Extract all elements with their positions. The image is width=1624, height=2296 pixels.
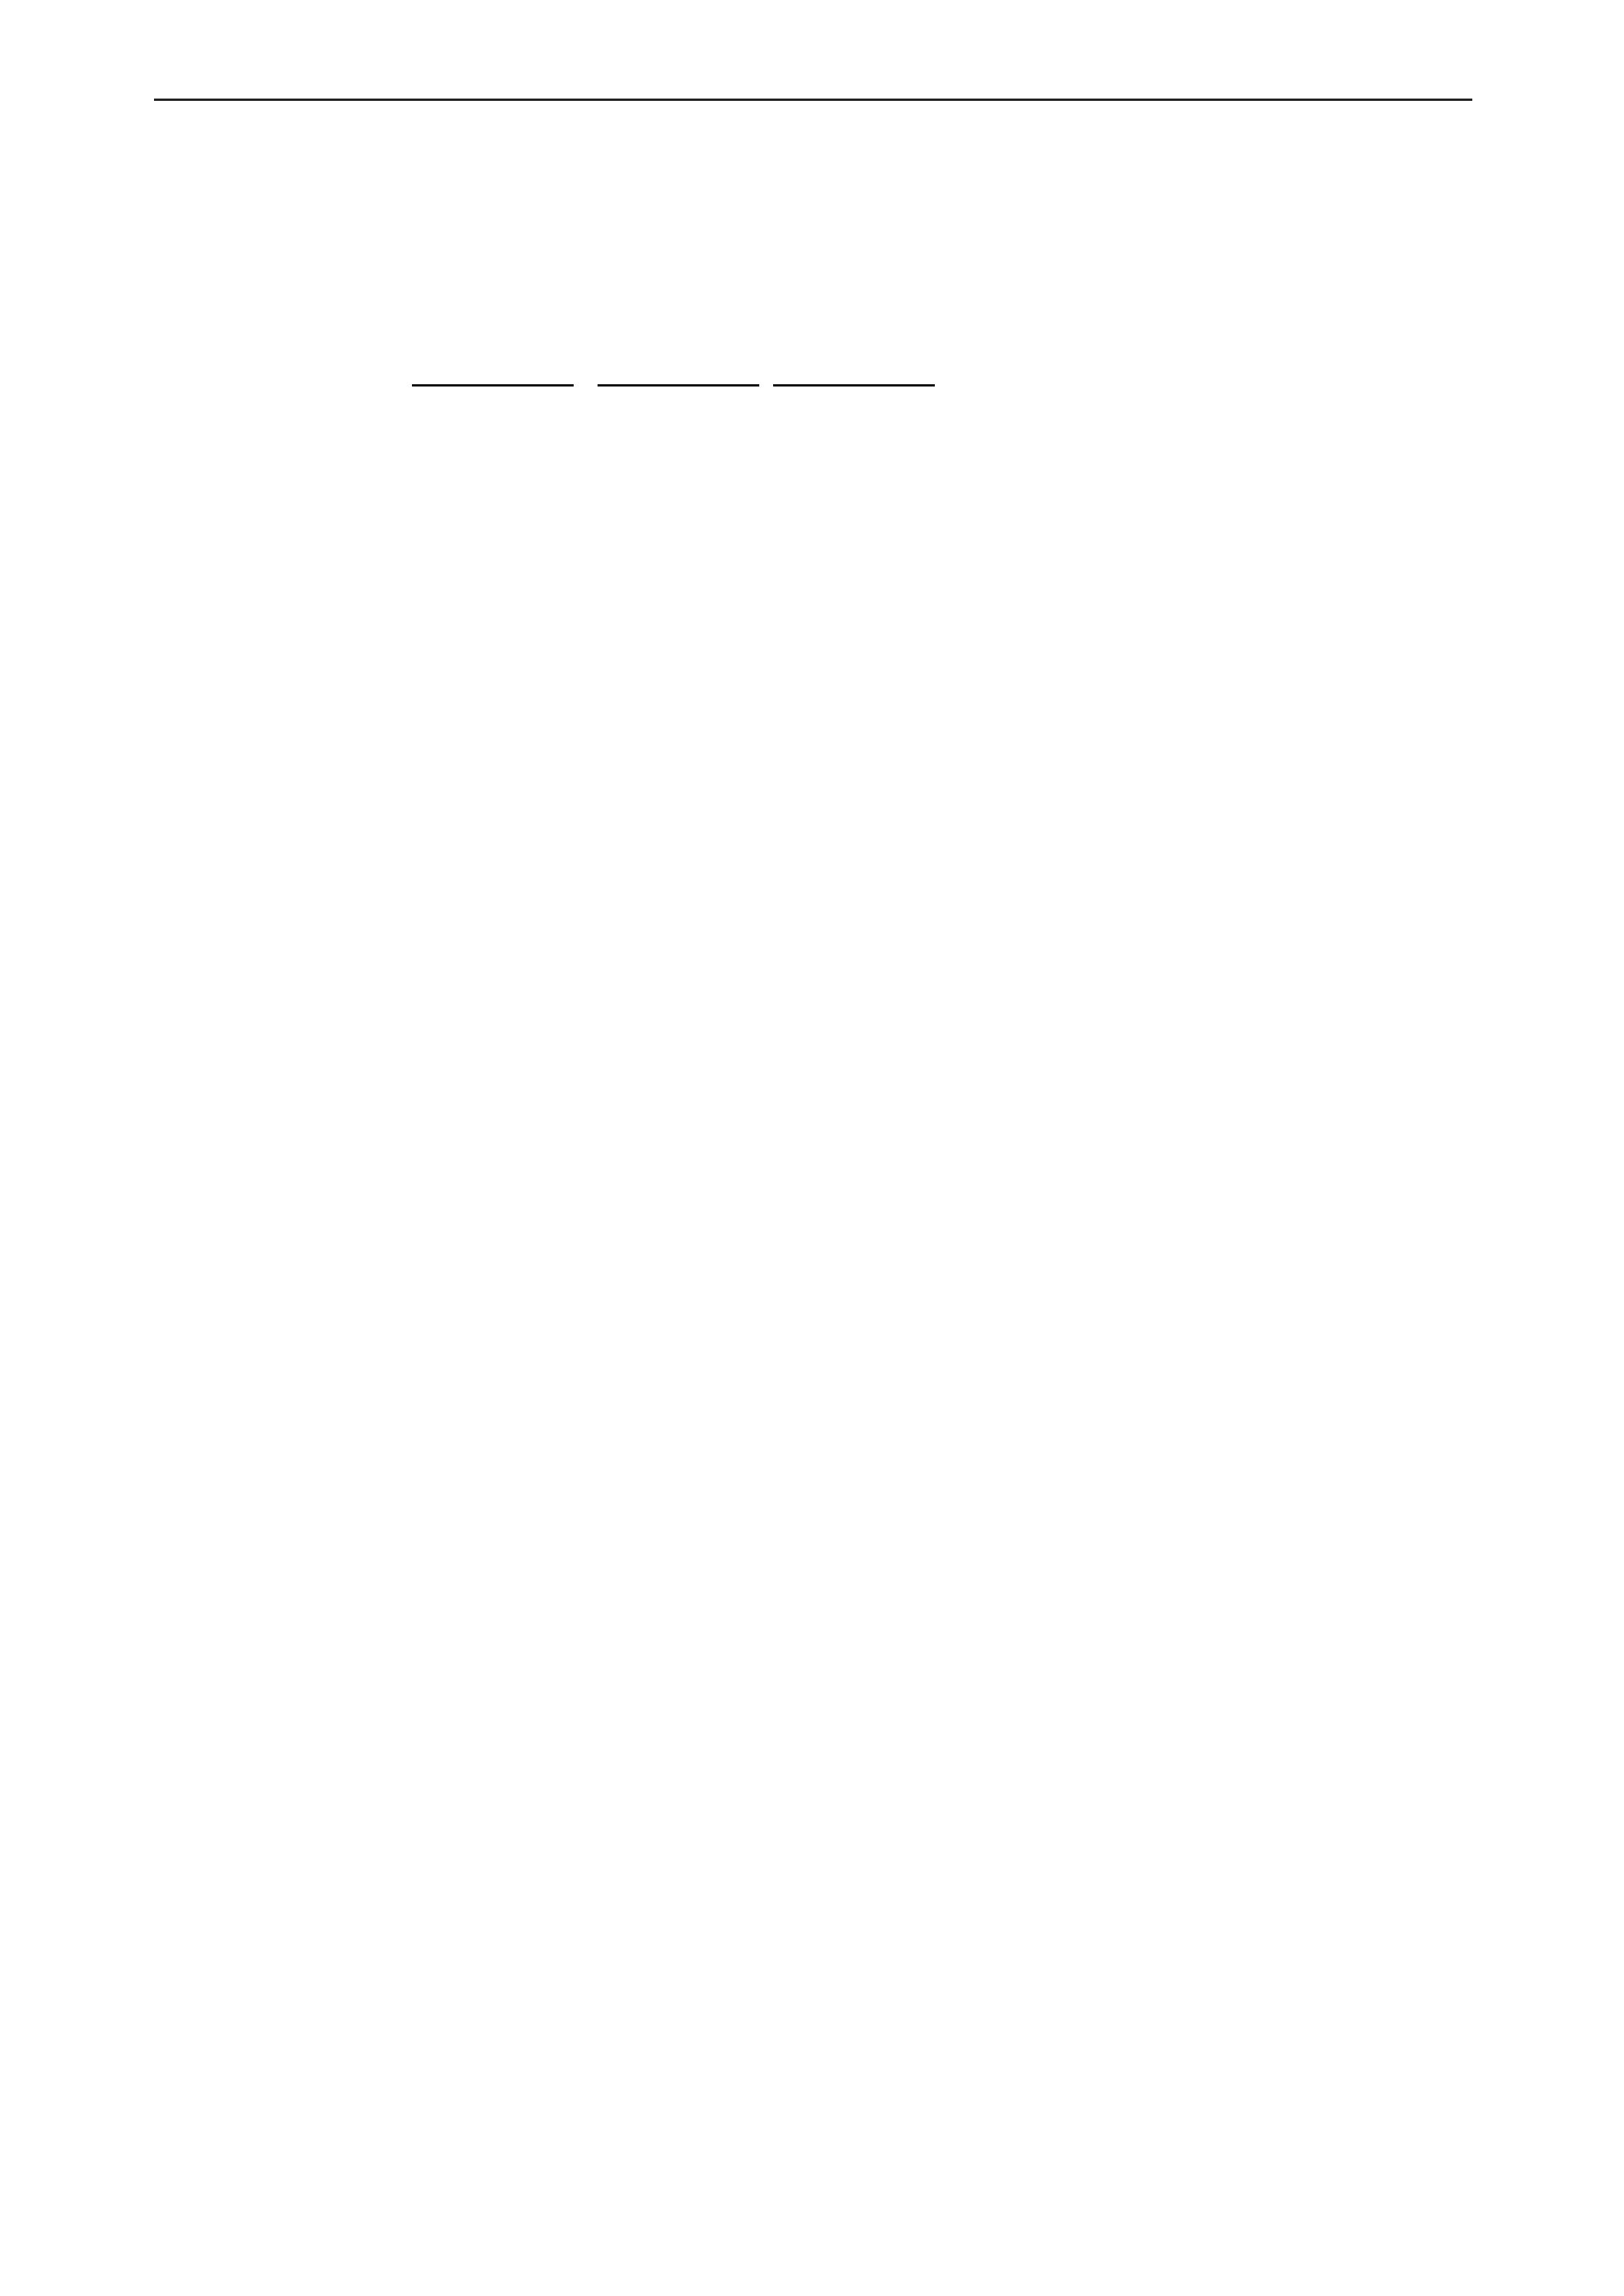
exam-number-blank[interactable] <box>773 356 935 387</box>
class-blank[interactable] <box>598 356 759 387</box>
student-info-row <box>412 356 949 391</box>
name-blank[interactable] <box>412 356 574 387</box>
header-rule <box>154 99 1472 101</box>
